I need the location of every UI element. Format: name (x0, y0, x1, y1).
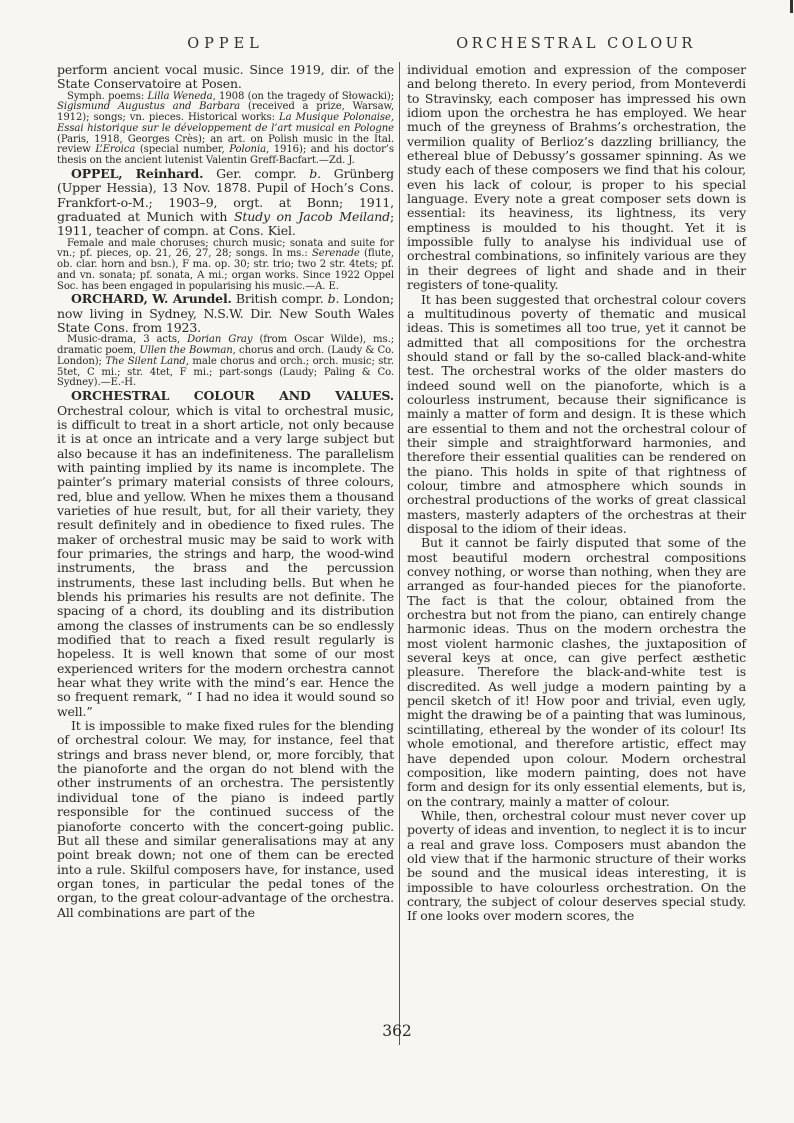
article-paragraph-while-then: While, then, orchestral colour must never cover up poverty of ideas and invention, to neglect it is to incur a real and grave loss. Composers must abandon the old view that if the harmonic structure of their works be sound and the musical ideas interesting, it is impossible to have colourless orchestration. On the contrary, the subject of colour deserves special study. If one looks over modern scores, the (407, 807, 746, 924)
oppel-works-small-print: Symph. poems: Lilla Weneda, 1908 (on the tragedy of Słowacki); Sigismund Augustus and Barbara (received a prize, Warsaw, 1912); songs; vn. pieces. Historical works: La Musique Polonaise, Essai historique sur le développement de l’art musical en Pologne (Paris, 1918, Georges Crès); an art. on Polish music in the Ital. review L’Eroica (special number, Polonia, 1916); and his doctor’s thesis on the ancient lutenist Valentin Greff-Bacfart.—Zd. J. (57, 90, 395, 167)
article-orchestral-colour-and-values: ORCHESTRAL COLOUR AND VALUES. Orchestral colour, which is vital to orchestral music, is difficult to treat in a short article, not only because it is at once an intricate and a very large subject but also because it has an indefiniteness. The parallelism with painting implied by its name is incomplete. The painter’s primary material consists of three colours, red, blue and yellow. When he mixes them a thousand varieties of hue result, but, for all their variety, they result definitely and in obedience to fixed rules. The maker of orchestral music may be said to work with four primaries, the strings and harp, the wood-wind instruments, the brass and the percussion instruments, these last including bells. But when he blends his primaries his results are not definite. The spacing of a chord, its doubling and its distribution among the classes of instruments can be so endlessly modified that to reach a fixed result regularly is hopeless. It is well known that some of our most experienced writers for the modern orchestra cannot hear what they write with the mind’s ear. Hence the so frequent remark, “ I had no idea it would sound so well.” (57, 388, 394, 719)
page-number: 362 (382, 1022, 412, 1040)
left-column (57, 63, 394, 920)
right-column (407, 63, 746, 924)
article-continuation: individual emotion and expression of the composer and belong thereto. In every period, from Monteverdi to Stravinsky, each composer has impressed his own idiom upon the orchestra he has employed. We hear much of the greyness of Brahms’s orchestration, the vermilion quality of Berlioz’s dazzling brilliancy, the ethereal blue of Debussy’s gossamer spinning. As we study each of these composers we find that his colour, even his lack of colour, is proper to his special language. Every note a great composer sets down is essential: its heaviness, its lightness, its very emptiness is moulded to his thought. Yet it is impossible fully to analyse his individual use of orchestral combinations, so infinitely various are they in their degrees of light and shade and in their registers of tone-quality. (407, 62, 746, 293)
orchard-works-small-print: Music-drama, 3 acts, Dorian Gray (from Oscar Wilde), ms.; dramatic poem, Ullen the Bowman, chorus and orch. (Laudy & Co. London); The Silent Land, male chorus and orch.; orch. music; str. 5tet, C mi.; str. 4tet, F mi.; part-songs (Laudy; Paling & Co. Sydney).—E.-H. (57, 334, 395, 389)
article-paragraph-suggested: It has been suggested that orchestral colour covers a multitudinous poverty of thematic and musical ideas. This is sometimes all too true, yet it cannot be admitted that all compositions for the orchestra should stand or fall by the so-called black-and-white test. The orchestral works of the older masters do indeed sound well on the pianoforte, which is a colourless instrument, because their significance is mainly a matter of form and design. It is these which are essential to them and not the orchestral colour of their simple and straightforward harmonies, and therefore their essential qualities can be rendered on the piano. This holds in spite of that rightness of colour, timbre and atmosphere which sounds in orchestral productions of the works of great classical masters, masterly adapters of the orchestras at their disposal to the idiom of their ideas. (407, 291, 746, 536)
running-head-left: OPPEL (187, 36, 264, 52)
column-divider (399, 62, 400, 1045)
article-paragraph-disputed: But it cannot be fairly disputed that some of the most beautiful modern orchestral compositions convey nothing, or worse than nothing, when they are arranged as four-handed pieces for the pianoforte. The fact is that the colour, obtained from the orchestra but not from the piano, can entirely change harmonic ideas. Thus on the modern orchestra the most violent harmonic clashes, the juxtaposition of several keys at once, can give perfect æsthetic pleasure. Therefore the black-and-white test is discredited. As well judge a modern painting by a pencil sketch of it! How poor and trivial, even ugly, might the drawing be of a painting that was luminous, scintillating, ethereal by the wonder of its colour! Its whole emotional, and therefore artistic, effect may have depended upon colour. Modern orchestral composition, like modern painting, does not have form and design for its only essential elements, but is, on the contrary, mainly a matter of colour. (407, 535, 746, 809)
entry-oppel-reinhard: OPPEL, Reinhard. Ger. compr. b. Grünberg (Upper Hessia), 13 Nov. 1878. Pupil of Hoch’s Cons. Frankfort-o-M.; 1903–9, orgt. at Bonn; 1911, graduated at Munich with Study on Jacob Meiland; 1911, teacher of compn. at Cons. Kiel. (57, 165, 395, 239)
article-paragraph-fixed-rules: It is impossible to make fixed rules for the blending of orchestral colour. We may, for instance, feel that strings and brass never blend, or, more forcibly, that the pianoforte and the organ do not blend with the other instruments of an orchestra. The persistently individual tone of the piano is indeed partly responsible for the continued success of the pianoforte concerto with the concert-going public. But all these and similar generalisations may at any point break down; not one of them can be erected into a rule. Skilful composers have, for instance, used organ tones, in particular the pedal tones of the organ, to the great colour-advantage of the orchestra. All combinations are part of the (57, 718, 394, 920)
running-head-right: ORCHESTRAL COLOUR (456, 36, 696, 52)
page-edge-mark (790, 0, 793, 13)
continued-entry-text: perform ancient vocal music. Since 1919, dir. of the State Conservatoire at Posen. (57, 62, 394, 92)
entry-orchard: ORCHARD, W. Arundel. British compr. b. London; now living in Sydney, N.S.W. Dir. New South Wales State Cons. from 1923. (57, 291, 394, 336)
oppel-reinhard-works-small-print: Female and male choruses; church music; sonata and suite for vn.; pf. pieces, op. 21, 26, 27, 28; songs. In ms.: Serenade (flute, ob. clar. horn and bsn.), F ma. op. 30; str. trio; two 2 str. 4tets; pf. and vn. sonata; pf. sonata, A mi.; organ works. Since 1922 Oppel Soc. has been engaged in popularising his music.—A. E. (57, 237, 394, 292)
